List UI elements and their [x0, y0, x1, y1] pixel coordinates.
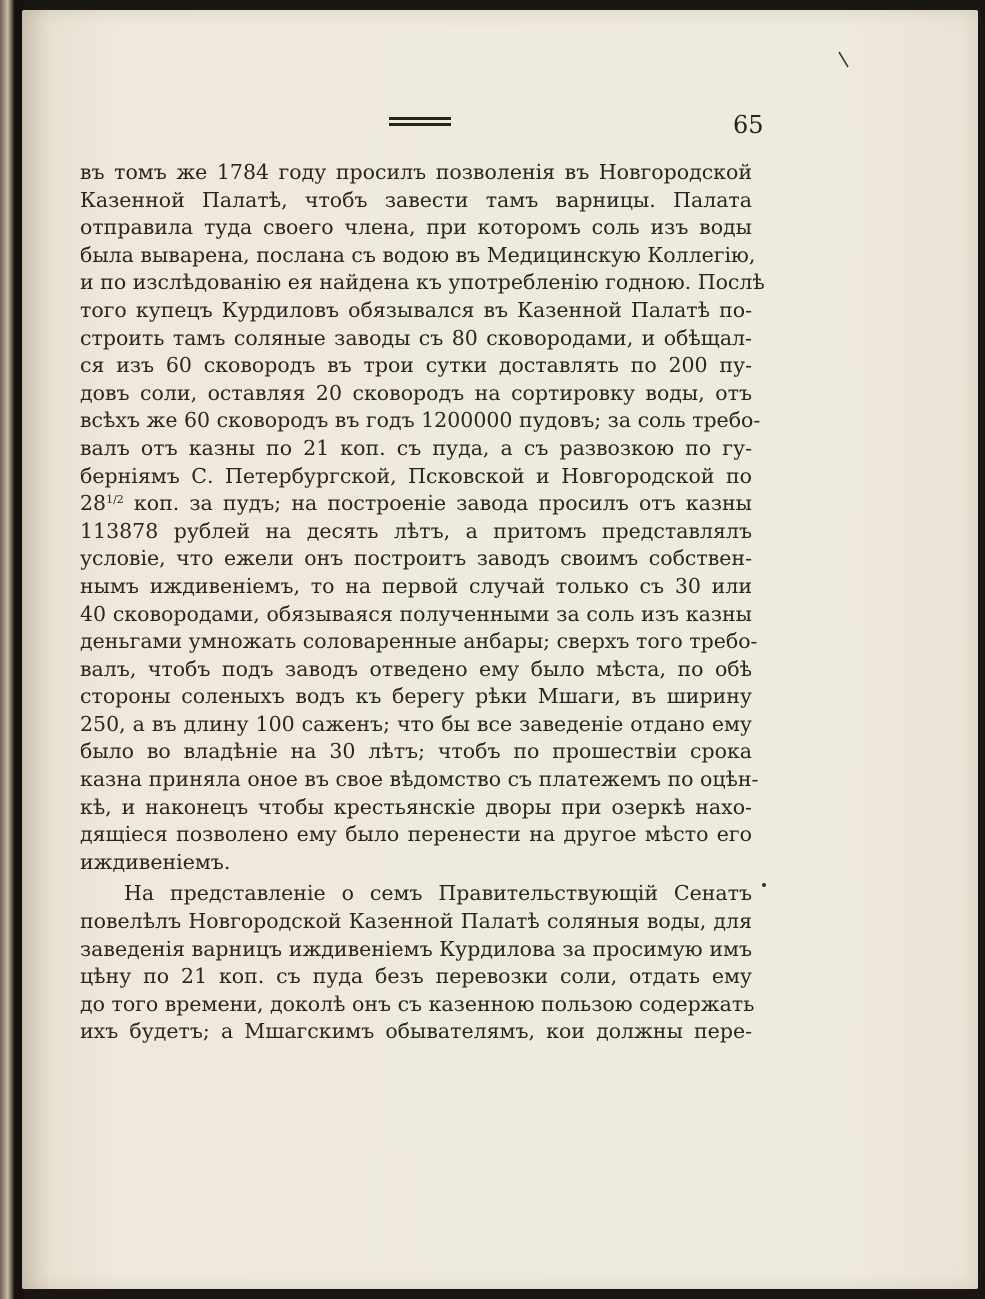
text-line-rest: коп. за пудъ; на построеніе завода просилъ отъ казны	[133, 491, 752, 516]
text-line: стороны соленыхъ водъ къ берегу рѣки Мшаги, въ ширину	[80, 684, 752, 709]
text-line: повелѣлъ Новгородской Казенной Палатѣ соляныя воды, для	[80, 909, 752, 934]
page-number: 65	[733, 111, 764, 139]
text-line: 40 сковородами, обязываяся полученными за соль изъ казны	[80, 601, 752, 626]
text-line: до того времени, доколѣ онъ съ казенною пользою содержать	[80, 991, 755, 1016]
text-line: деньгами умножать соловаренные анбары; сверхъ того требо-	[80, 629, 758, 654]
price-whole: 28	[80, 491, 107, 516]
text-line-with-fraction	[80, 490, 752, 518]
text-line: казна приняла оное въ свое вѣдомство съ платежемъ по оцѣн-	[80, 767, 759, 792]
text-line: валъ, чтобъ подъ заводъ отведено ему было мѣста, по обѣ	[80, 656, 752, 681]
text-line: и по изслѣдованію ея найдена къ употребленію годною. Послѣ	[80, 270, 765, 295]
text-line: 113878 рублей на десять лѣтъ, а притомъ представлялъ	[80, 518, 752, 543]
text-line: нымъ иждивеніемъ, то на первой случай только съ 30 или	[80, 573, 752, 598]
text-line: ихъ будетъ; а Мшагскимъ обывателямъ, кои должны пере-	[80, 1019, 752, 1044]
text-line: цѣну по 21 коп. съ пуда безъ перевозки соли, отдать ему	[80, 964, 752, 989]
text-line: была выварена, послана съ водою въ Медицинскую Коллегію,	[80, 242, 756, 267]
text-line: условіе, что ежели онъ построитъ заводъ своимъ собствен-	[80, 546, 752, 571]
paragraph-2	[80, 880, 755, 1046]
text-line: кѣ, и наконецъ чтобы крестьянскіе дворы при озеркѣ нахо-	[80, 794, 752, 819]
text-line: того купецъ Курдиловъ обязывался въ Казенной Палатѣ по-	[80, 297, 752, 322]
text-line: На представленіе о семъ Правительствующій Сенатъ	[124, 881, 752, 906]
text-line: валъ отъ казны по 21 коп. съ пуда, а съ развозкою по гу-	[80, 435, 752, 460]
text-line: берніямъ С. Петербургской, Псковской и Новгородской по	[80, 463, 752, 488]
text-line: 250, а въ длину 100 саженъ; что бы все заведеніе отдано ему	[80, 711, 752, 736]
body-text	[80, 159, 765, 1046]
text-line: всѣхъ же 60 сковородъ въ годъ 1200000 пудовъ; за соль требо-	[80, 408, 761, 433]
header-rule-icon	[389, 117, 451, 131]
text-line: строить тамъ соляные заводы съ 80 сковородами, и обѣщал-	[80, 325, 752, 350]
text-line: Казенной Палатѣ, чтобъ завести тамъ варницы. Палата	[80, 187, 752, 212]
price-fraction: 1/2	[106, 493, 124, 507]
text-line: въ томъ же 1784 году просилъ позволенія въ Новгородской	[80, 160, 752, 184]
text-line: заведенія варницъ иждивеніемъ Курдилова за просимую имъ	[80, 936, 752, 961]
text-line: довъ соли, оставляя 20 сковородъ на сортировку воды, отъ	[80, 380, 752, 405]
text-line: ся изъ 60 сковородъ въ трои сутки доставлять по 200 пу-	[80, 353, 752, 378]
stray-pen-mark-icon	[836, 50, 852, 70]
margin-dot	[762, 883, 766, 887]
text-line: иждивеніемъ.	[80, 849, 231, 874]
text-line: было во владѣніе на 30 лѣтъ; чтобъ по прошествіи срока	[80, 739, 752, 764]
previous-page-edge	[0, 0, 14, 1299]
text-line: отправила туда своего члена, при которомъ соль изъ воды	[80, 215, 752, 240]
text-line: дящіеся позволено ему было перенести на другое мѣсто его	[80, 822, 752, 847]
paragraph-1	[80, 159, 765, 876]
